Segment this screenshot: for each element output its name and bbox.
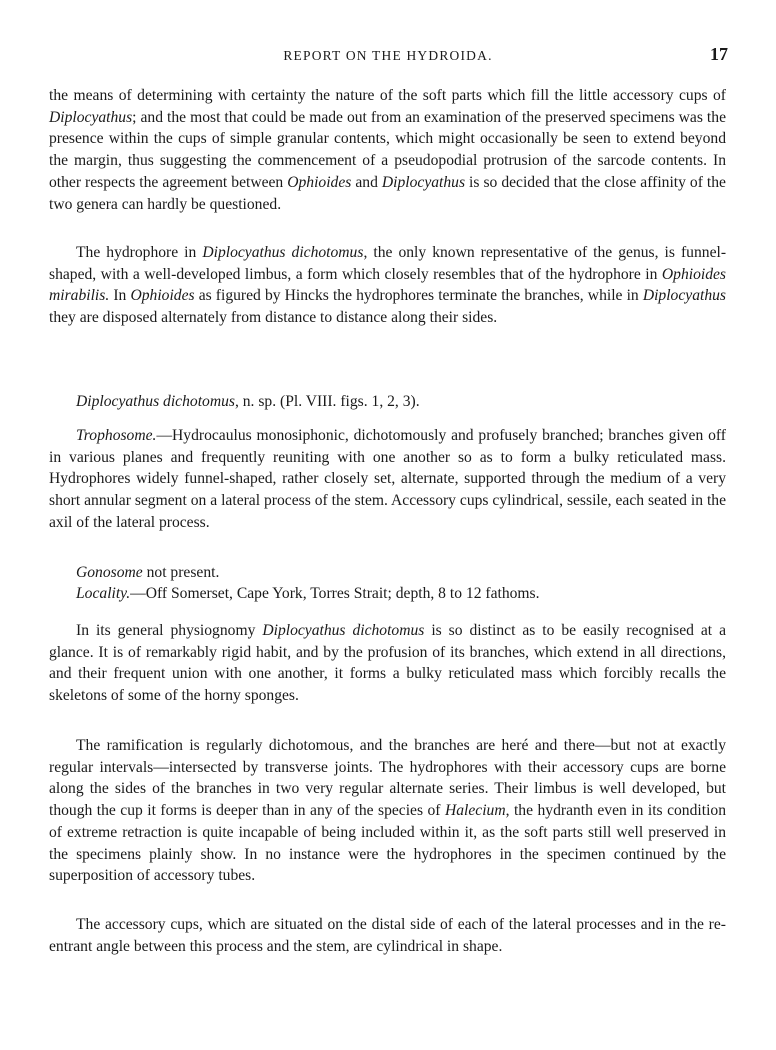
italic-run: Ophioides mirabilis. [49, 265, 726, 305]
text-run: and [351, 173, 382, 191]
running-title: REPORT ON THE HYDROIDA. [283, 48, 493, 63]
text-run: The hydrophore in [76, 244, 203, 261]
paragraph-ramification [49, 735, 726, 887]
text-run: is so decided that the close affinity of the two genera can hardly be questioned. [49, 173, 726, 213]
page-number: 17 [710, 44, 728, 64]
italic-run: Diplocyathus [381, 173, 466, 191]
text-run: , n. sp. (Pl. VIII. figs. 1, 2, 3). [234, 393, 420, 410]
paragraph-accessory-cups [49, 914, 726, 957]
text-run: ; and the most that could be made out from an examination of the preserved specimens was the presence within the cups of simple granular contents, which might occasionally be seen to extend beyond the margin, thus suggesting the commencement of a pseudopodial protrusion of the sarcode contents. In other respects the agreement between [49, 108, 726, 191]
text-run: as figured by Hincks the hydrophores terminate the branches, while in [194, 287, 643, 305]
text-run: —Off Somerset, Cape York, Torres Strait; depth, 8 to 12 fathoms. [130, 585, 540, 602]
text-run: The accessory cups, which are situated on the distal side of each of the lateral processes and in the re-entrant angle between this process and the stem, are cylindrical in shape. [49, 916, 726, 955]
italic-run: Diplocyathus dichotomus [76, 393, 235, 410]
text-run: —Hydrocaulus monosiphonic, dichotomously and profusely branched; branches given off in various planes and frequently reuniting with one another so as to form a bulky reticulated mass. Hydrophores widely funnel-shaped, rather closely set, alternate, supported through the medium of a very short annular segment on a lateral process of the stem. Accessory cups cylindrical, sessile, each seated in the axil of the lateral process. [49, 427, 726, 531]
text-run: the means of determining with certainty the nature of the soft parts which fill the little accessory cups of [49, 87, 726, 104]
paragraph-physiognomy [49, 620, 726, 707]
text-run: In its general physiognomy [76, 622, 263, 639]
italic-run: Diplocyathus dichotomus [262, 622, 425, 639]
text-run: is so distinct as to be easily recognised at a glance. It is of remarkably rigid habit, and by the profusion of its branches, which extend in all directions, and their frequent union with one another, it forms a bulky reticulated mass which forcibly recalls the skeletons of some of the horny sponges. [49, 622, 727, 705]
text-run: The ramification is regularly dichotomous, and the branches are heré and there—but not at exactly regular intervals—intersected by transverse joints. The hydrophores with their accessory cups are borne along the sides of the branches in two very regular alternate series. Their limbus is well developed, but though the cup it forms is deeper than in any of the species of [49, 737, 726, 820]
italic-run: Gonosome [76, 564, 143, 581]
text-run: In [109, 287, 131, 305]
italic-run: Locality. [76, 585, 131, 602]
italic-run: Diplocyathus dichotomus [202, 244, 364, 261]
italic-run: Halecium [444, 802, 506, 820]
italic-run: Trophosome. [76, 427, 157, 444]
gonosome-line [49, 562, 726, 584]
running-header [48, 44, 728, 68]
species-heading [49, 391, 726, 413]
text-run: they are disposed alternately from distance to distance along their sides. [49, 309, 498, 327]
italic-run: Diplocyathus [49, 108, 133, 126]
paragraph-hydrophore [49, 242, 726, 329]
trophosome-description [49, 425, 726, 534]
italic-run: Diplocyathus [642, 287, 726, 305]
italic-run: Ophioides [130, 287, 195, 305]
text-run: not present. [142, 564, 220, 581]
text-run: , the hydranth even in its condition of extreme retraction is quite incapable of being included within it, as the soft parts still well preserved in the specimens plainly show. In no instance were the hydrophores in the specimen continued by the superposition of accessory tubes. [49, 802, 726, 885]
paragraph-continuation [49, 85, 726, 215]
locality-line [49, 583, 726, 605]
text-run: , the only known representative of the genus, is funnel-shaped, with a well-developed limbus, a form which closely resembles that of the hydrophore in [49, 244, 727, 283]
italic-run: Ophioides [287, 173, 352, 191]
